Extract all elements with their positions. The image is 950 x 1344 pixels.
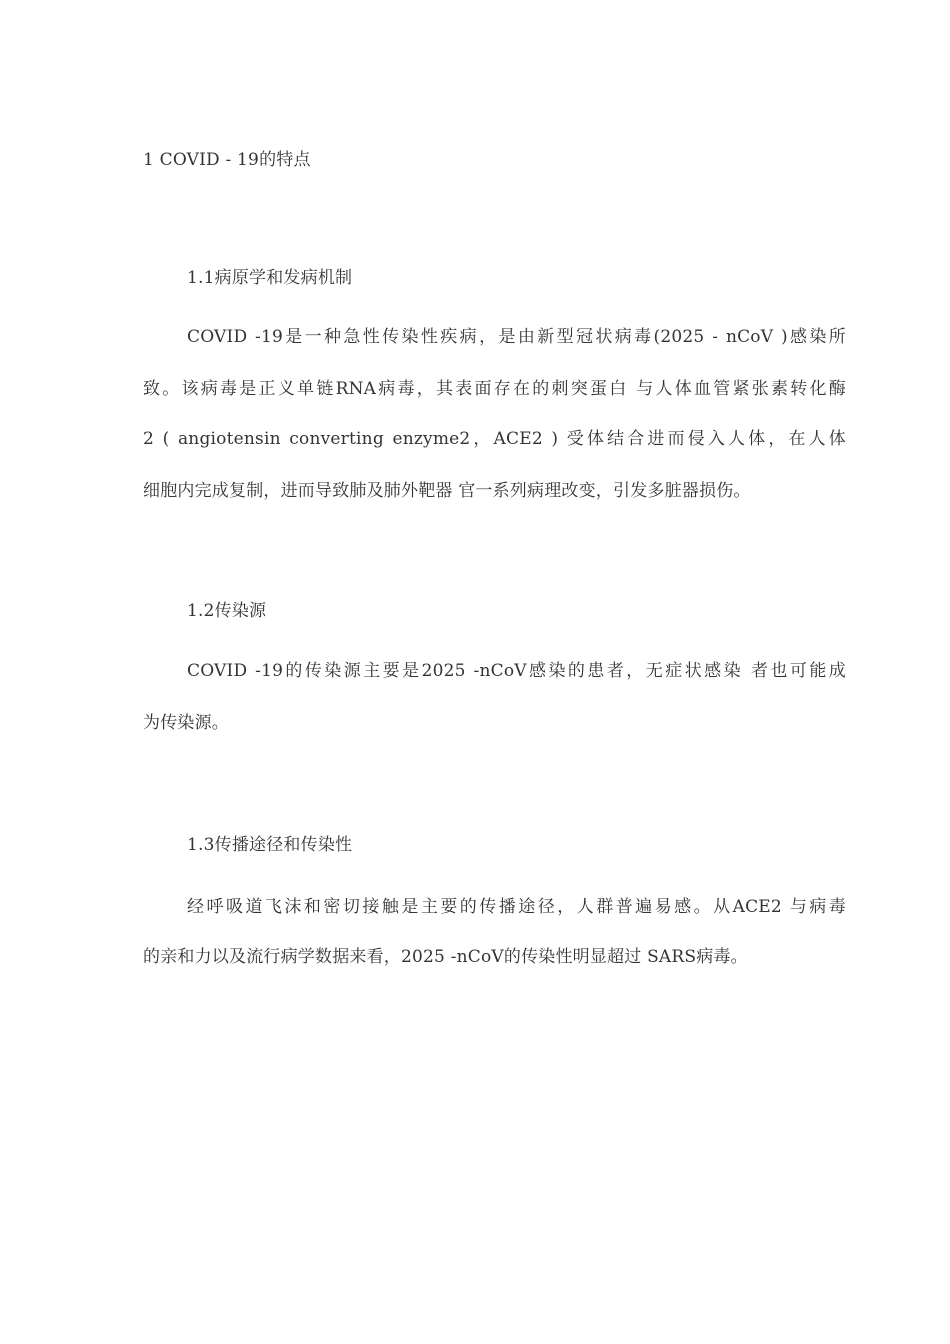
paragraph-line: 2 ( angiotensin converting enzyme2，ACE2 ) 受体结合进而侵入人体，在人体 (143, 429, 846, 449)
paragraph-line: COVID -19是一种急性传染性疾病，是由新型冠状病毒(2025 - nCoV )感染所 (187, 327, 846, 347)
paragraph-line: 致。该病毒是正义单链RNA病毒，其表面存在的刺突蛋白 与人体血管紧张素转化酶 (143, 379, 846, 399)
paragraph-line: 为传染源。 (143, 713, 229, 733)
paragraph-line: 经呼吸道飞沫和密切接触是主要的传播途径，人群普遍易感。从ACE2 与病毒 (187, 897, 846, 917)
subsection-heading-1-1: 1.1病原学和发病机制 (187, 268, 353, 288)
paragraph-line: 的亲和力以及流行病学数据来看，2025 -nCoV的传染性明显超过 SARS病毒。 (143, 947, 748, 967)
subsection-heading-1-2: 1.2传染源 (187, 601, 267, 621)
subsection-heading-1-3: 1.3传播途径和传染性 (187, 835, 353, 855)
paragraph-line: 细胞内完成复制，进而导致肺及肺外靶器 官一系列病理改变，引发多脏器损伤。 (143, 481, 751, 501)
section-title: 1 COVID - 19的特点 (143, 150, 311, 170)
paragraph-line: COVID -19的传染源主要是2025 -nCoV感染的患者，无症状感染 者也可能成 (187, 661, 846, 681)
